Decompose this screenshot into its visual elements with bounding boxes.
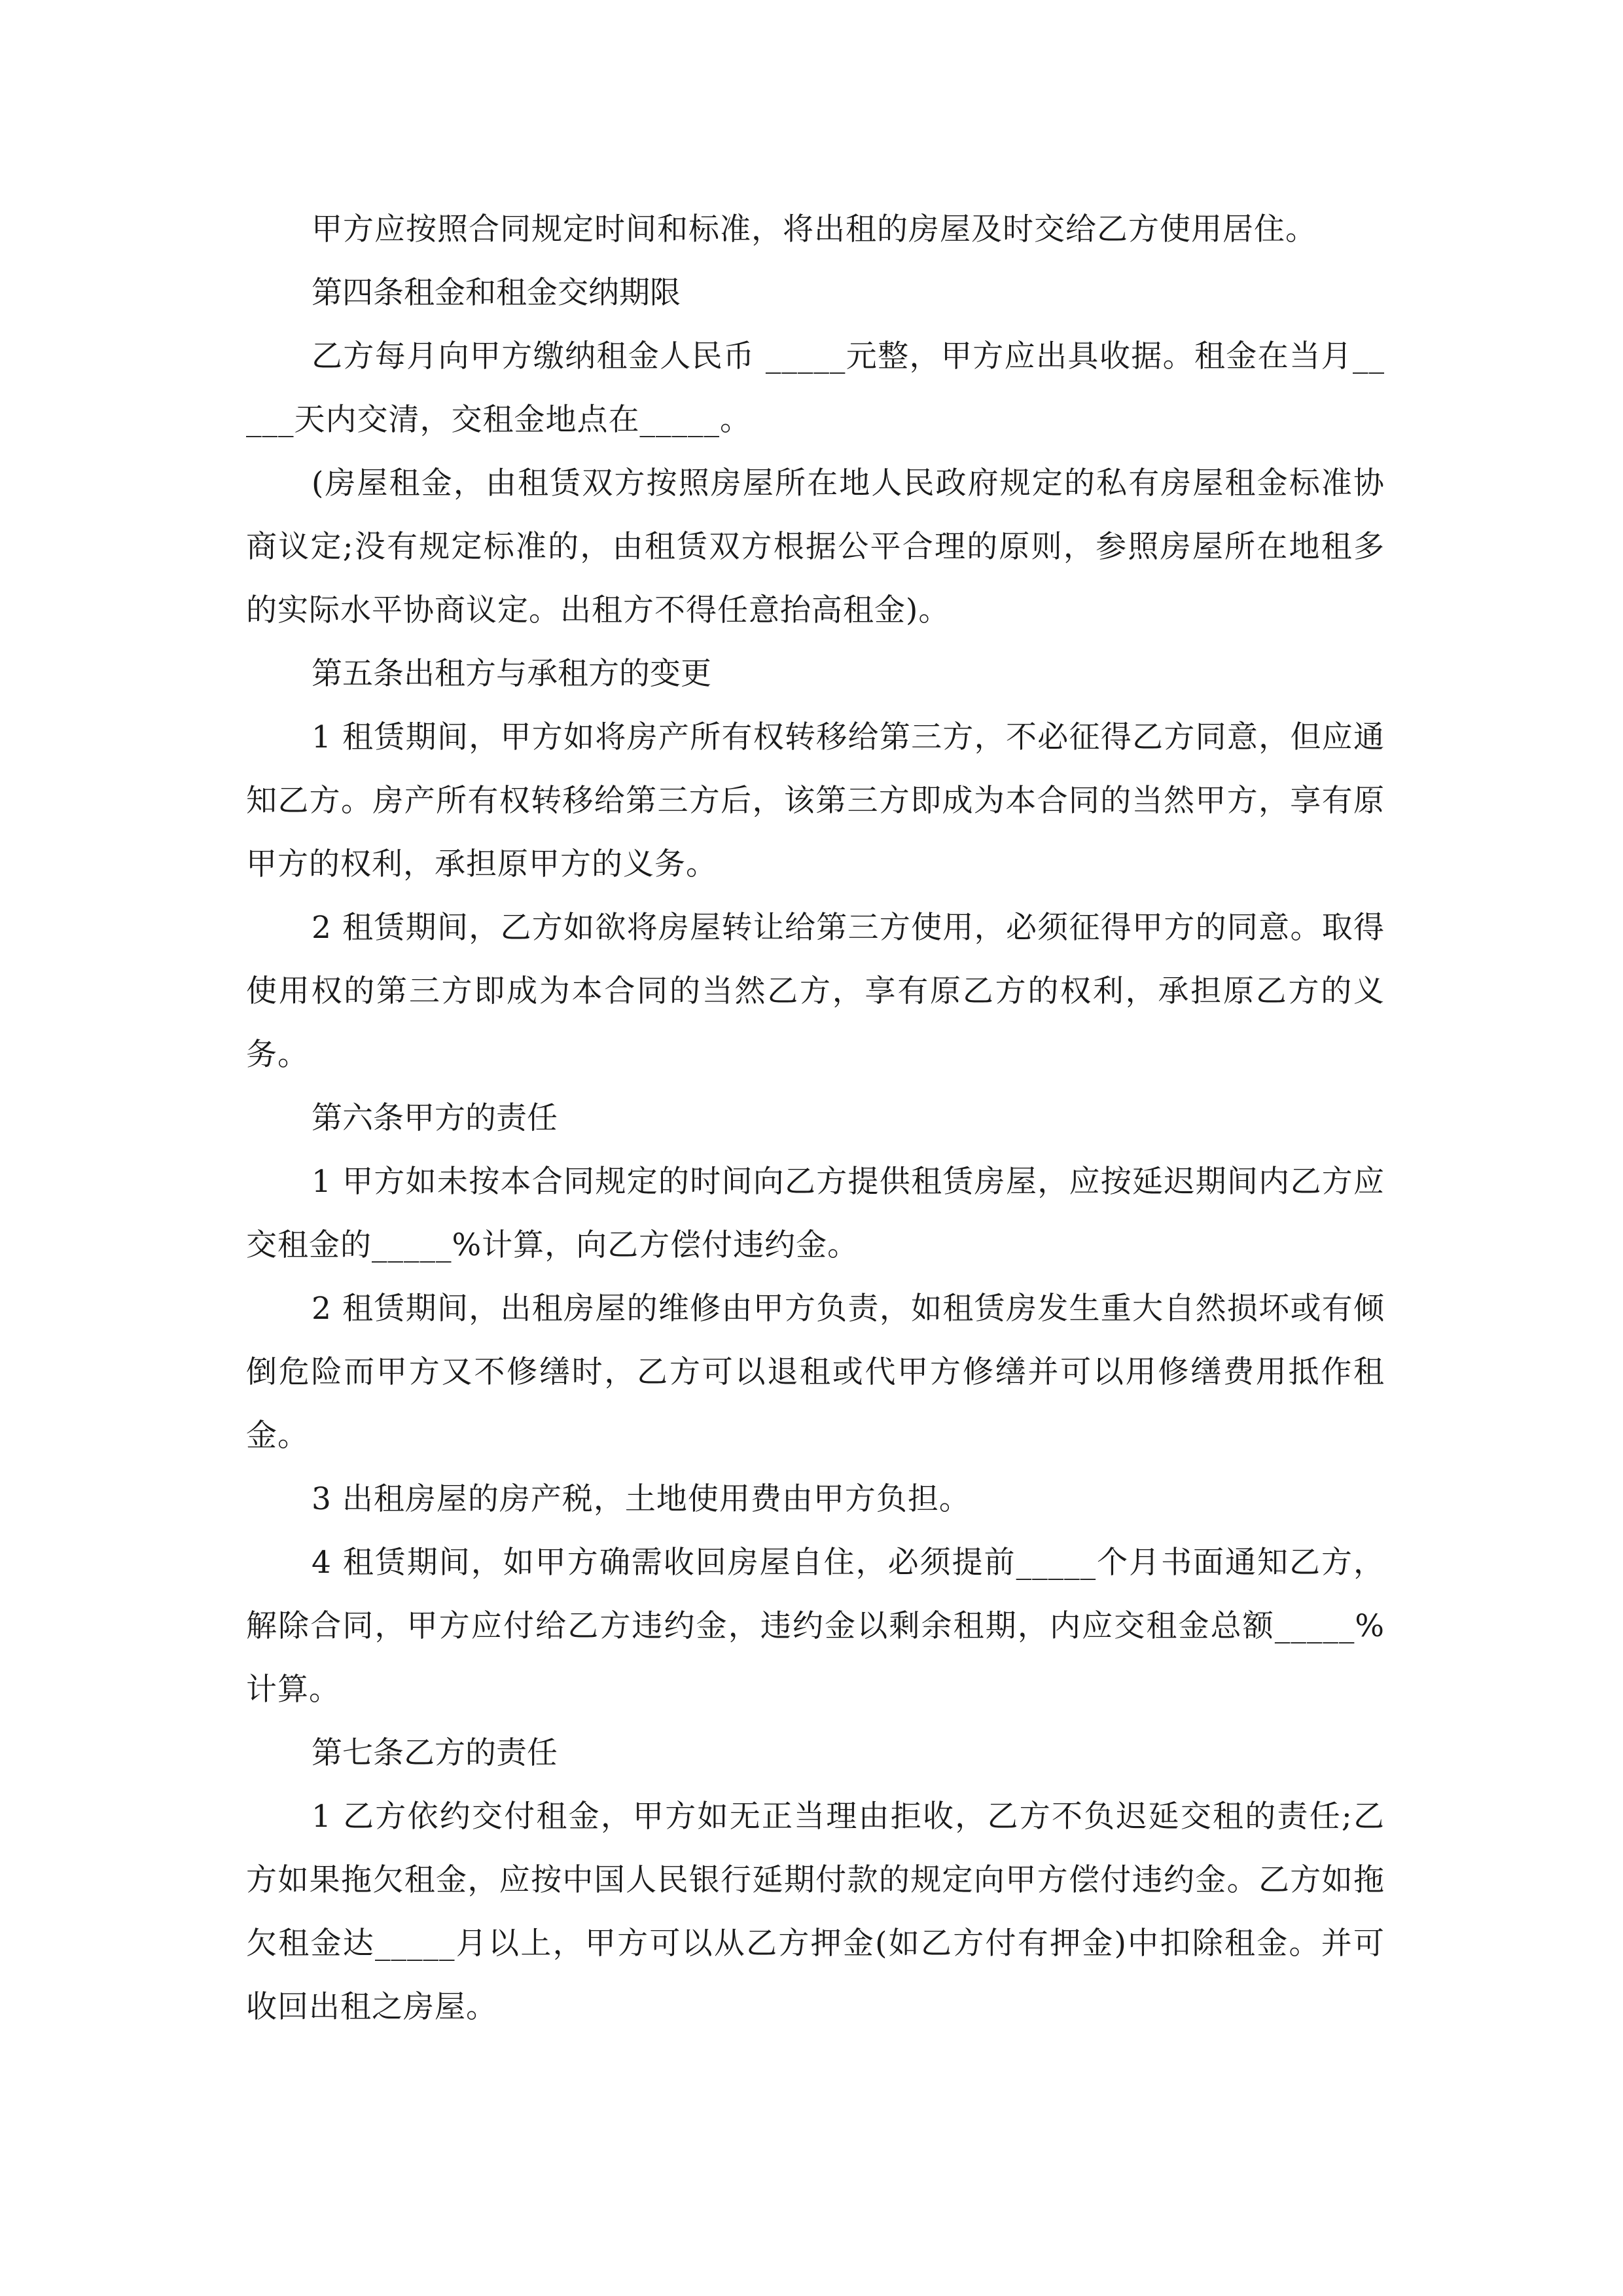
heading-article-4-rent: 第四条租金和租金交纳期限	[312, 275, 681, 311]
heading-article-5-changes: 第五条出租方与承租方的变更	[312, 656, 711, 692]
heading-article-6-party-a: 第六条甲方的责任	[312, 1100, 558, 1136]
paragraph-article-6-item-4: 4 租赁期间，如甲方确需收回房屋自住，必须提前_____个月书面通知乙方，解除合同，甲方应付给乙方违约金，违约金以剩余租期，内应交租金总额_____%计算。	[246, 1545, 1385, 1708]
paragraph-article-6-item-1: 1 甲方如未按本合同规定的时间向乙方提供租赁房屋，应按延迟期间内乙方应交租金的_____%计算，向乙方偿付违约金。	[246, 1164, 1385, 1263]
paragraph-article-6-item-2: 2 租赁期间，出租房屋的维修由甲方负责，如租赁房发生重大自然损坏或有倾倒危险而甲方又不修缮时，乙方可以退租或代甲方修缮并可以用修缮费用抵作租金。	[246, 1291, 1385, 1454]
paragraph-rent-payment: 乙方每月向甲方缴纳租金人民币 _____元整，甲方应出具收据。租金在当月_____天内交清，交租金地点在_____。	[246, 338, 1385, 438]
paragraph-rent-note: (房屋租金，由租赁双方按照房屋所在地人民政府规定的私有房屋租金标准协商议定;没有规定标准的，由租赁双方根据公平合理的原则，参照房屋所在地租多的实际水平协商议定。出租方不得任意抬高租金)。	[246, 465, 1385, 628]
paragraph-article-6-item-3: 3 出租房屋的房产税，土地使用费由甲方负担。	[312, 1481, 971, 1517]
heading-article-7-party-b: 第七条乙方的责任	[312, 1735, 558, 1771]
document-body	[246, 198, 1385, 2039]
paragraph-article-7-item-1: 1 乙方依约交付租金，甲方如无正当理由拒收，乙方不负迟延交租的责任;乙方如果拖欠租金，应按中国人民银行延期付款的规定向甲方偿付违约金。乙方如拖欠租金达_____月以上，甲方可以从乙方押金(如乙方付有押金)中扣除租金。并可收回出租之房屋。	[246, 1799, 1385, 2025]
paragraph-delivery-obligation: 甲方应按照合同规定时间和标准，将出租的房屋及时交给乙方使用居住。	[312, 211, 1317, 247]
paragraph-article-5-item-2: 2 租赁期间，乙方如欲将房屋转让给第三方使用，必须征得甲方的同意。取得使用权的第三方即成为本合同的当然乙方，享有原乙方的权利，承担原乙方的义务。	[246, 910, 1385, 1073]
paragraph-article-5-item-1: 1 租赁期间，甲方如将房产所有权转移给第三方，不必征得乙方同意，但应通知乙方。房产所有权转移给第三方后，该第三方即成为本合同的当然甲方，享有原甲方的权利，承担原甲方的义务。	[246, 719, 1385, 882]
